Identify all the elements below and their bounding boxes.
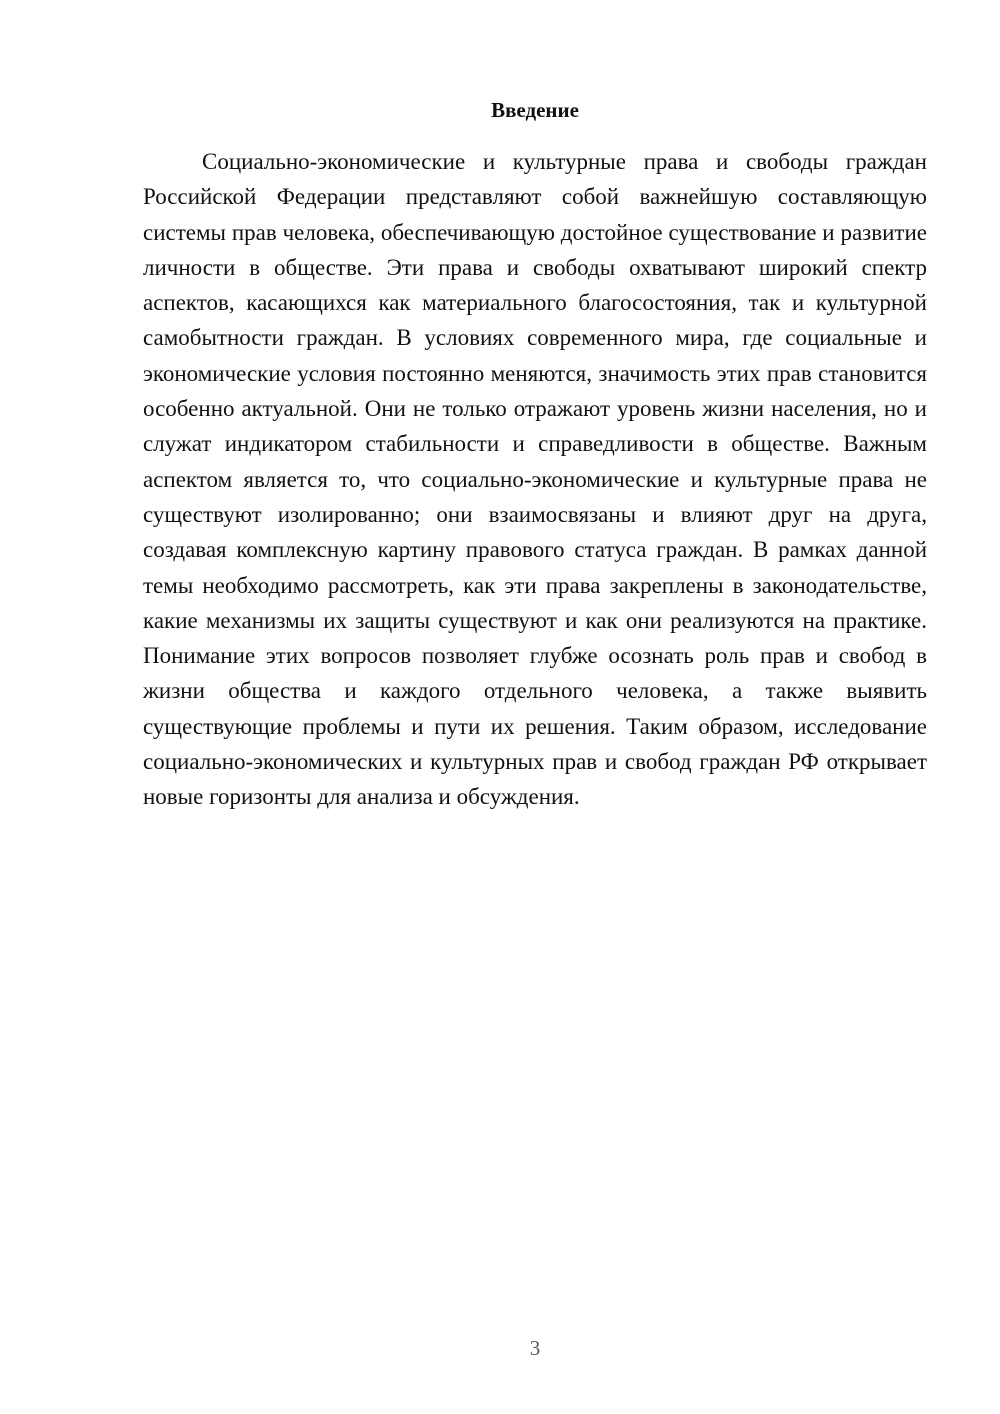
page-number: 3 (529, 1336, 541, 1360)
body-paragraph: Социально-экономические и культурные права и свободы граждан Российской Федерации представляют собой важнейшую составляющую системы прав человека, обеспечивающую достойное существование и развитие личности в обществе. Эти права и свободы охватывают широкий спектр аспектов, касающихся как материального благосостояния, так и культурной самобытности граждан. В условиях современного мира, где социальные и экономические условия постоянно меняются, значимость этих прав становится особенно актуальной. Они не только отражают уровень жизни населения, но и служат индикатором стабильности и справедливости в обществе. Важным аспектом является то, что социально-экономические и культурные права не существуют изолированно; они взаимосвязаны и влияют друг на друга, создавая комплексную картину правового статуса граждан. В рамках данной темы необходимо рассмотреть, как эти права закреплены в законодательстве, какие механизмы их защиты существуют и как они реализуются на практике. Понимание этих вопросов позволяет глубже осознать роль прав и свобод в жизни общества и каждого отдельного человека, а также выявить существующие проблемы и пути их решения. Таким образом, исследование социально-экономических и культурных прав и свобод граждан РФ открывает новые горизонты для анализа и обсуждения. (143, 149, 927, 810)
section-heading: Введение (491, 98, 579, 122)
